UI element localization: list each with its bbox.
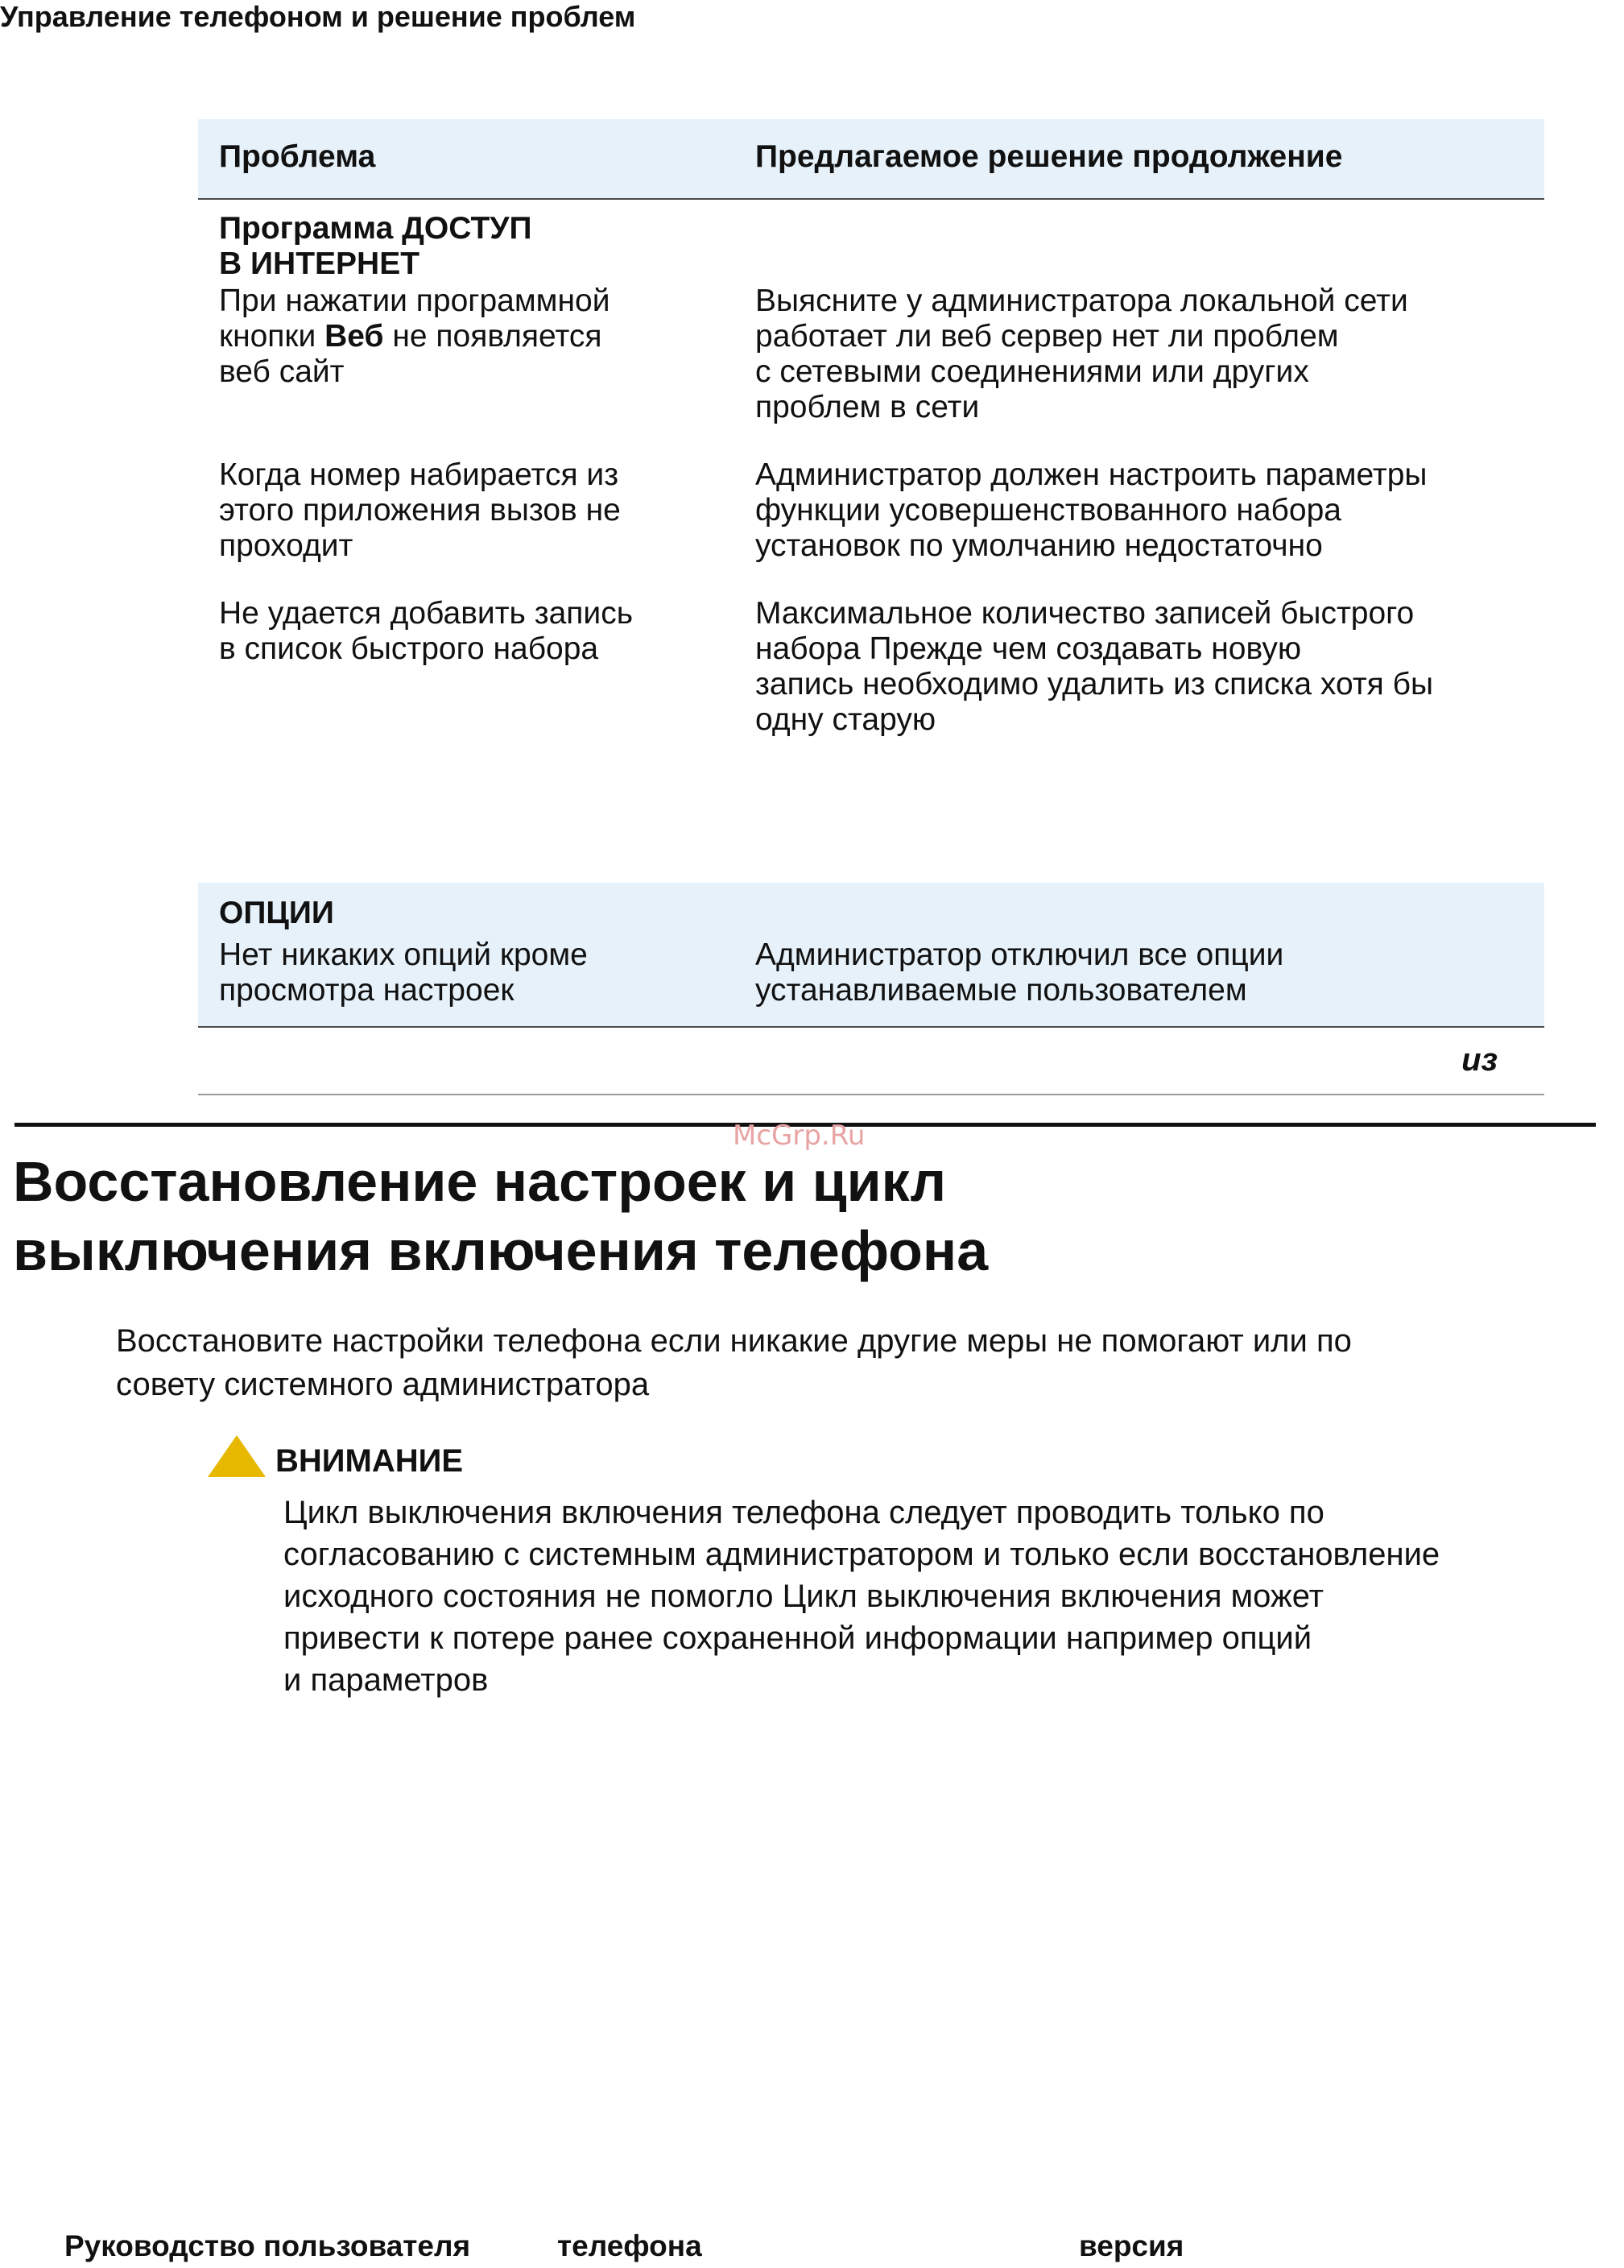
page-counter: из	[1461, 1042, 1498, 1078]
table-footer-row	[198, 1026, 1544, 1095]
footer-phone: телефона	[557, 2229, 702, 2262]
web-softkey-label: Веб	[324, 319, 384, 354]
section-title: Восстановление настроек и цикл выключения включения телефона	[13, 1150, 989, 1282]
table-header-row	[198, 119, 1544, 200]
solution-cell: Администратор должен настроить параметры функции усовершенствованного набора установок по умолчанию недостаточно	[755, 457, 1428, 563]
column-header-solution: Предлагаемое решение продолжение	[755, 139, 1343, 174]
warning-label: ВНИМАНИЕ	[275, 1443, 464, 1479]
problem-cell: Нет никаких опций кроме просмотра настроек	[219, 937, 588, 1008]
running-header: Управление телефоном и решение проблем	[0, 0, 636, 33]
solution-cell: Администратор отключил все опции устанавливаемые пользователем	[755, 937, 1284, 1008]
section-title-internet: Программа ДОСТУП В ИНТЕРНЕТ	[219, 211, 532, 281]
section-title-options: ОПЦИИ	[219, 896, 334, 930]
problem-cell: При нажатии программной кнопки Веб не появляется веб сайт	[219, 284, 610, 389]
warning-text: Цикл выключения включения телефона следует проводить только по согласованию с системным администратором и только если восстановление исходного состояния не помогло Цикл выключения включения может привести к потере ранее сохраненной информации например опций и параметров	[283, 1495, 1440, 1698]
problem-cell: Когда номер набирается из этого приложения вызов не проходит	[219, 457, 621, 563]
solution-cell: Максимальное количество записей быстрого набора Прежде чем создавать новую запись необходимо удалить из списка хотя бы одну старую	[755, 596, 1434, 737]
footer-version: версия	[1079, 2229, 1184, 2262]
options-section	[198, 883, 1544, 1028]
warning-triangle-icon	[206, 1434, 267, 1479]
troubleshooting-table	[198, 119, 1544, 1078]
intro-paragraph: Восстановите настройки телефона если никакие другие меры не помогают или по совету системного администратора	[116, 1323, 1352, 1402]
problem-cell: Не удается добавить запись в список быстрого набора	[219, 596, 634, 666]
footer-guide-title: Руководство пользователя	[64, 2229, 471, 2262]
column-header-problem: Проблема	[219, 139, 376, 174]
solution-cell: Выясните у администратора локальной сети работает ли веб сервер нет ли проблем с сетевыми соединениями или других проблем в сети	[755, 284, 1408, 424]
watermark: McGrp.Ru	[733, 1120, 866, 1152]
